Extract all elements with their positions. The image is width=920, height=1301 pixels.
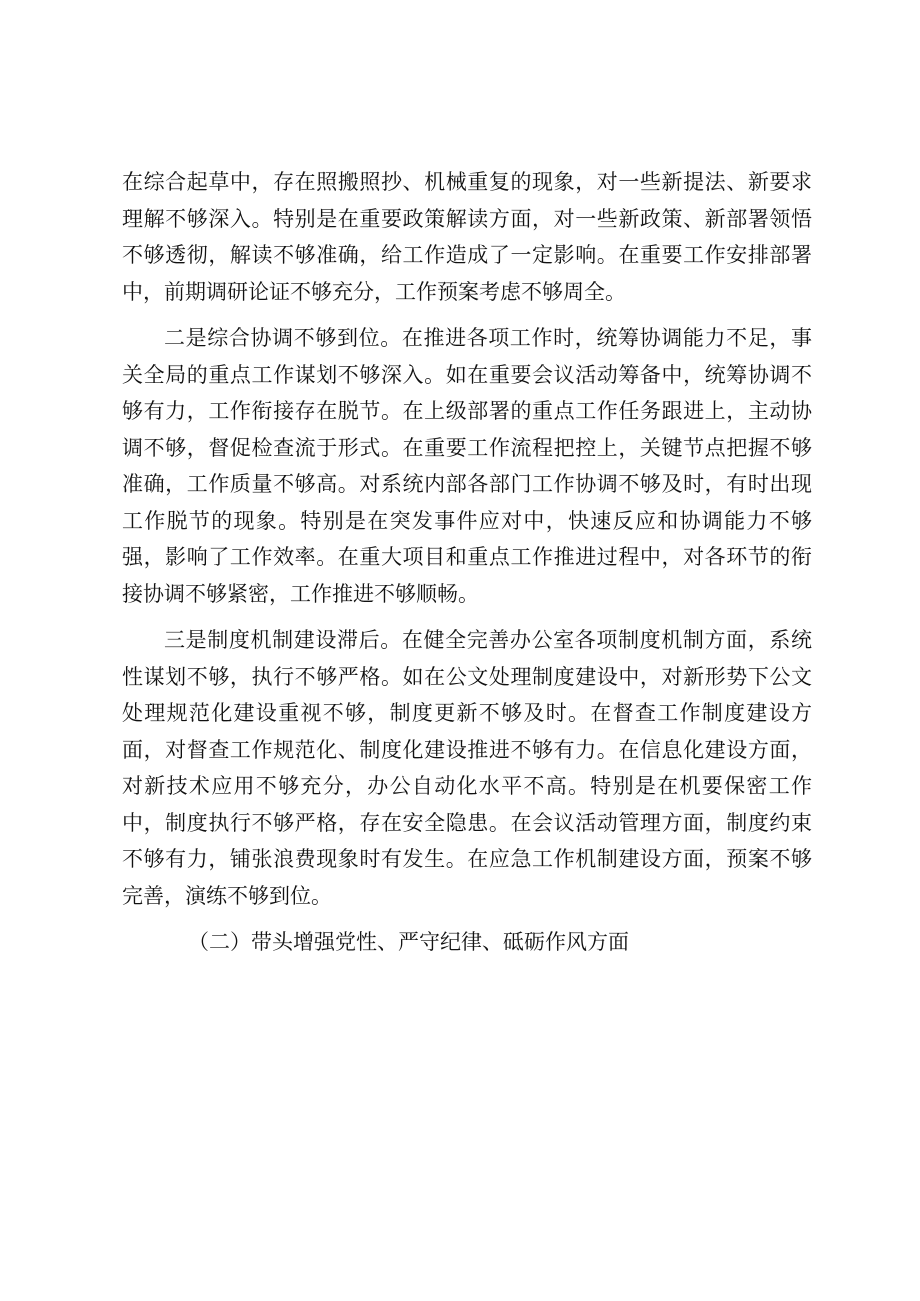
document-body [122,164,812,961]
section-heading: （二）带头增强党性、严守纪律、砥砺作风方面 [188,930,629,954]
paragraph-institution: 三是制度机制建设滞后。在健全完善办公室各项制度机制方面，系统性谋划不够，执行不够严格。如在公文处理制度建设中，对新形势下公文处理规范化建设重视不够，制度更新不够及时。在督查工作制度建设方面，对督查工作规范化、制度化建设推进不够有力。在信息化建设方面，对新技术应用不够充分，办公自动化水平不高。特别是在机要保密工作中，制度执行不够严格，存在安全隐患。在会议活动管理方面，制度约束不够有力，铺张浪费现象时有发生。在应急工作机制建设方面，预案不够完善，演练不够到位。 [122,628,812,908]
paragraph-coordination: 二是综合协调不够到位。在推进各项工作时，统筹协调能力不足，事关全局的重点工作谋划不够深入。如在重要会议活动筹备中，统筹协调不够有力，工作衔接存在脱节。在上级部署的重点工作任务跟进上，主动协调不够，督促检查流于形式。在重要工作流程把控上，关键节点把握不够准确，工作质量不够高。对系统内部各部门工作协调不够及时，有时出现工作脱节的现象。特别是在突发事件应对中，快速反应和协调能力不够强，影响了工作效率。在重大项目和重点工作推进过程中，对各环节的衔接协调不够紧密，工作推进不够顺畅。 [122,326,812,606]
paragraph-continuation: 在综合起草中，存在照搬照抄、机械重复的现象，对一些新提法、新要求理解不够深入。特别是在重要政策解读方面，对一些新政策、新部署领悟不够透彻，解读不够准确，给工作造成了一定影响。在重要工作安排部署中，前期调研论证不够充分，工作预案考虑不够周全。 [122,170,812,304]
